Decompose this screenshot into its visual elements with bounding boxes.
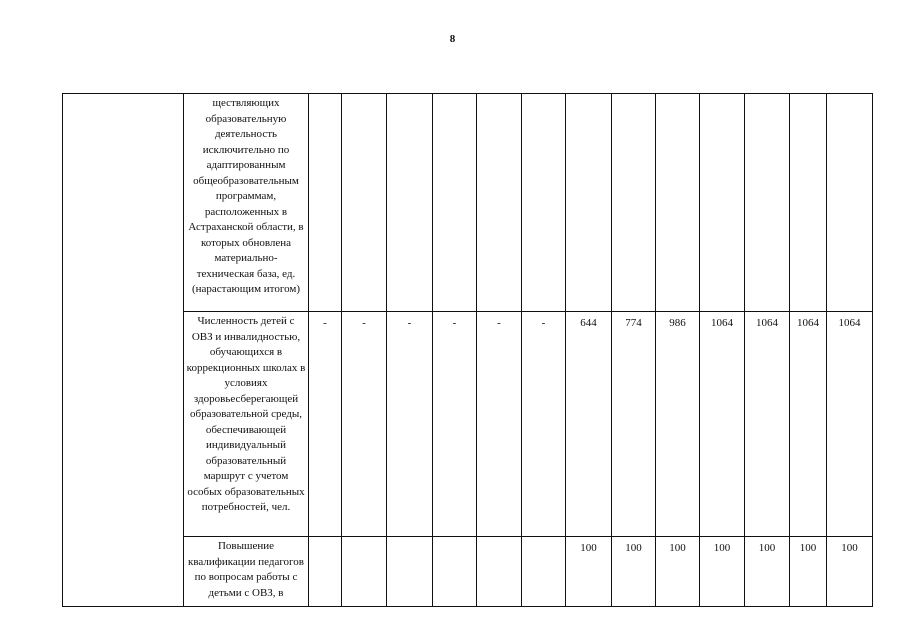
indicator-table	[62, 93, 873, 607]
value-cell: 986	[656, 312, 700, 537]
value-cell	[700, 94, 745, 312]
value-cell: -	[309, 312, 342, 537]
value-cell: 1064	[700, 312, 745, 537]
value-cell	[477, 537, 522, 607]
value-cell: -	[522, 312, 566, 537]
value-cell	[387, 94, 433, 312]
value-cell	[827, 94, 873, 312]
value-cell	[387, 537, 433, 607]
value-cell	[309, 537, 342, 607]
value-cell	[522, 94, 566, 312]
value-cell: 1064	[745, 312, 790, 537]
indicator-description: Повышение квалификации педагогов по вопросам работы с детьми с ОВЗ, в	[184, 537, 309, 607]
value-cell: 100	[566, 537, 612, 607]
value-cell	[477, 94, 522, 312]
value-cell: 100	[656, 537, 700, 607]
value-cell: 100	[790, 537, 827, 607]
value-cell: 100	[700, 537, 745, 607]
value-cell: 1064	[827, 312, 873, 537]
value-cell	[566, 94, 612, 312]
table-row	[63, 94, 873, 312]
value-cell: -	[477, 312, 522, 537]
value-cell	[309, 94, 342, 312]
value-cell: -	[387, 312, 433, 537]
value-cell: 100	[827, 537, 873, 607]
table-row	[63, 312, 873, 537]
value-cell	[745, 94, 790, 312]
value-cell	[612, 94, 656, 312]
value-cell	[433, 537, 477, 607]
value-cell: -	[433, 312, 477, 537]
value-cell: -	[342, 312, 387, 537]
indicator-description: ществляющих образовательную деятельность исключительно по адаптированным общеобразовательным программам, расположенных в Астраханской области, в которых обновлена материально-техническая база, ед. (нарастающим итогом)	[184, 94, 309, 312]
value-cell	[342, 94, 387, 312]
value-cell	[433, 94, 477, 312]
value-cell	[656, 94, 700, 312]
indicator-description: Численность детей с ОВЗ и инвалидностью, обучающихся в коррекционных школах в условиях здоровьесберегающей образовательной среды, обеспечивающей индивидуальный образовательный маршрут с учетом особых образовательных потребностей, чел.	[184, 312, 309, 537]
index-cell	[63, 94, 184, 607]
value-cell	[522, 537, 566, 607]
page-number: 8	[449, 33, 456, 45]
value-cell: 774	[612, 312, 656, 537]
table-row	[63, 537, 873, 607]
value-cell: 100	[745, 537, 790, 607]
value-cell	[342, 537, 387, 607]
value-cell: 644	[566, 312, 612, 537]
value-cell: 100	[612, 537, 656, 607]
value-cell	[790, 94, 827, 312]
value-cell: 1064	[790, 312, 827, 537]
